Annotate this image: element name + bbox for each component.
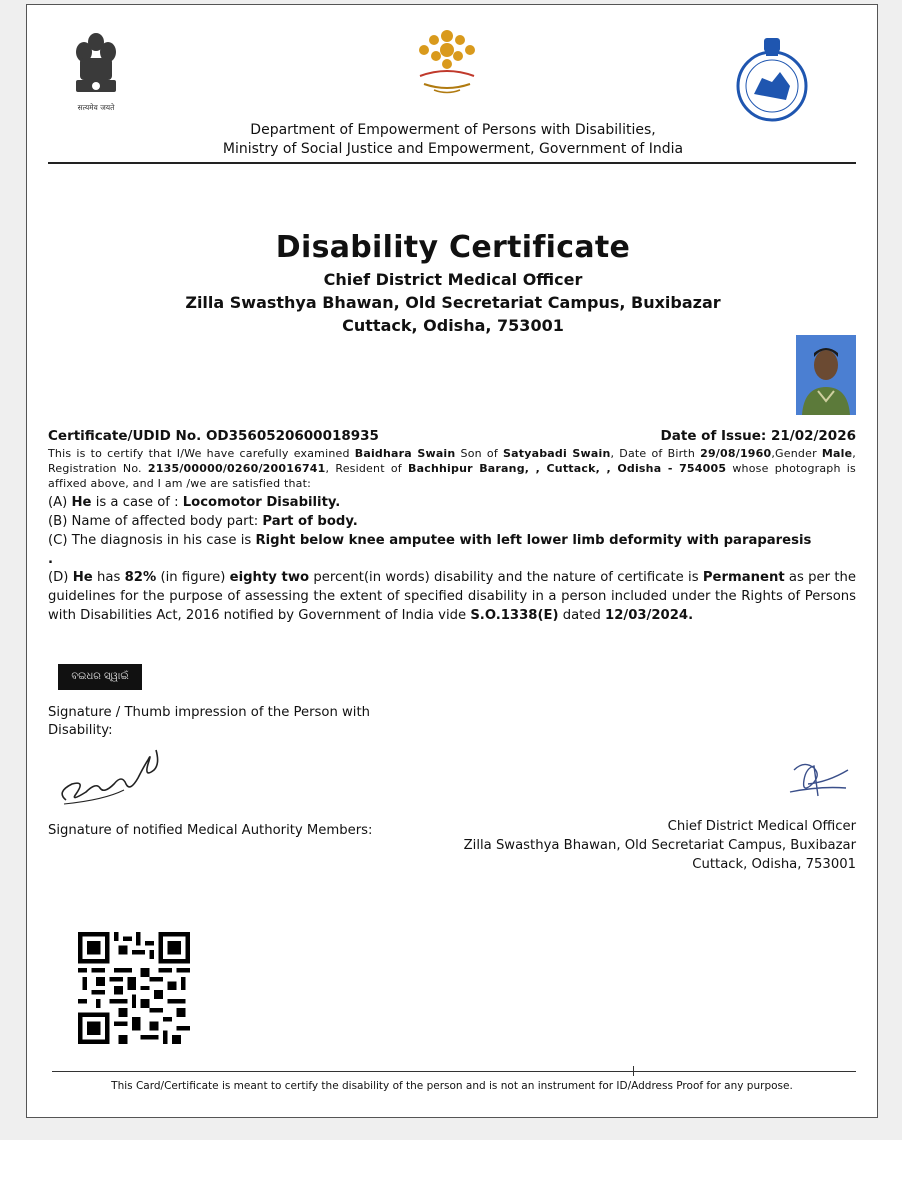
resident-address: Bachhipur Barang, , Cuttack, , Odisha - 754005 [408,462,727,475]
father-name: Satyabadi Swain [503,447,611,460]
finding-a: (A) He is a case of : Locomotor Disability. [48,495,341,510]
udid-row [48,428,856,444]
diagnosis: Right below knee amputee with left lower limb deformity with paraparesis [255,533,812,548]
disability-type: Locomotor Disability. [182,495,341,510]
footer-divider-tick [633,1066,634,1076]
authority-address-line1: Zilla Swasthya Bhawan, Old Secretariat Campus, Buxibazar [185,293,721,312]
disability-percent: 82% [124,570,157,585]
certification-intro: This is to certify that I/We have carefully examined Baidhara Swain Son of Satyabadi Swain, Date of Birth 29/08/1960,Gender Male, Registration No. 2135/00000/0260/20016741, Resident of Bachhipur Barang, , Cuttack, , Odisha - 754005 whose photograph is affixed above, and I am /we are satisfied that: [48,447,856,490]
gender: Male [821,447,853,460]
udid-number: Certificate/UDID No. OD3560520600018935 [48,428,379,444]
odisha-seal-icon [736,36,808,122]
cdmo-signature-icon [774,740,854,806]
medical-members-label: Signature of notified Medical Authority Members: [48,823,373,838]
footer-note: This Card/Certificate is meant to certify the disability of the person and is not an instrument for ID/Address Proof for any purpose. [111,1080,793,1092]
disability-percent-words: eighty two [229,570,310,585]
emblem-motto: सत्यमेव जयते [77,103,115,112]
affected-body-part: Part of body. [262,514,358,529]
notification-date: 12/03/2024. [605,608,694,623]
issuing-authority-block [0,268,906,337]
cdmo-signature-block [420,817,856,874]
ministry-line: Ministry of Social Justice and Empowerment, Government of India [222,141,684,157]
national-emblem-icon [68,28,124,116]
finding-c: (C) The diagnosis in his case is Right below knee amputee with left lower limb deformity with paraparesis . [48,533,812,567]
footer-divider [52,1071,856,1072]
finding-d: (D) He has 82% (in figure) eighty two percent(in words) disability and the nature of certificate is Permanent as per the guidelines for the purpose of assessing the extent of specified disability in a person included under the Rights of Persons with Disabilities Act, 2016 notified by Government of India vide S.O.1338(E) dated 12/03/2024. [48,570,857,623]
medical-member-signature-icon [48,740,184,810]
findings-list [48,493,856,569]
sugamya-bharat-logo-icon [406,26,488,98]
registration-number: 2135/00000/0260/20016741 [147,462,326,475]
issuing-authority: Chief District Medical Officer [323,270,583,289]
cdmo-title: Chief District Medical Officer [667,819,856,834]
patient-name: Baidhara Swain [354,447,456,460]
department-header [0,121,906,159]
applicant-photo [796,335,856,415]
authority-address-line2: Cuttack, Odisha, 753001 [342,316,564,335]
person-signature-image: ବଇଧର ସ୍ୱାଇଁ [58,664,142,690]
issue-date: Date of Issue: 21/02/2026 [660,428,856,444]
cdmo-address-line1: Zilla Swasthya Bhawan, Old Secretariat Campus, Buxibazar [463,838,856,853]
person-signature-caption: Signature / Thumb impression of the Person with Disability: [48,705,370,738]
header-divider [48,162,856,164]
qr-code [78,932,190,1044]
certificate-title: Disability Certificate [275,230,631,265]
cdmo-address-line2: Cuttack, Odisha, 753001 [692,857,856,872]
notification-number: S.O.1338(E) [470,608,559,623]
department-line: Department of Empowerment of Persons with Disabilities, [250,122,656,138]
certificate-nature: Permanent [702,570,785,585]
date-of-birth: 29/08/1960 [700,447,772,460]
finding-b: (B) Name of affected body part: Part of body. [48,514,358,529]
